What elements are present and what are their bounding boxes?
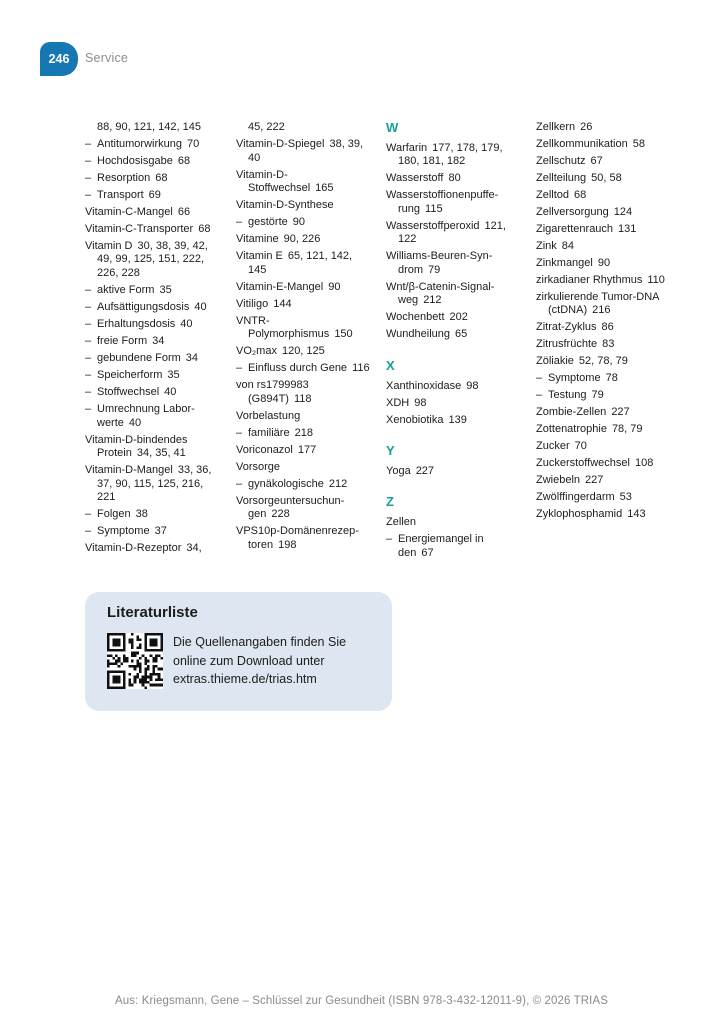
index-entry	[236, 427, 372, 441]
index-entry	[386, 465, 519, 479]
index-entry	[536, 223, 694, 237]
entry-term: Zellkommunikation	[536, 137, 628, 150]
entry-term: Zucker	[536, 440, 570, 453]
index-entry	[236, 250, 372, 277]
entry-term: Wasserstoffperoxid	[386, 219, 480, 232]
entry-pages: 90, 226	[283, 233, 321, 246]
entry-pages: 79	[428, 263, 441, 276]
entry-term: Zigarettenrauch	[536, 222, 614, 235]
index-entry	[536, 406, 694, 420]
entry-pages: 144	[273, 297, 292, 310]
index-entry	[386, 328, 519, 342]
entry-pages: 86	[601, 321, 614, 334]
index-entry	[85, 138, 218, 152]
index-entry	[536, 257, 694, 271]
literature-box-body	[107, 633, 376, 689]
entry-pages: 80	[448, 172, 461, 185]
index-entry	[536, 155, 694, 169]
entry-pages: 212	[423, 294, 442, 307]
subentry-dash: –	[236, 216, 243, 229]
index-entry	[236, 169, 372, 196]
entry-pages: 67	[421, 546, 434, 559]
entry-term: zirkadianer Rhythmus	[536, 273, 643, 286]
index-entry	[386, 311, 519, 325]
entry-term: Vitamin-D-Rezeptor	[85, 542, 182, 555]
subentry-dash: –	[85, 301, 92, 314]
entry-term: Vorbelastung	[236, 409, 301, 422]
index-entry	[536, 206, 694, 220]
entry-term: Zöliakie	[536, 355, 574, 368]
entry-term: Warfarin	[386, 141, 428, 154]
entry-term: Hochdosisgabe	[97, 154, 173, 167]
entry-pages: 78, 79	[611, 423, 643, 436]
entry-pages: 67	[590, 154, 603, 167]
entry-term: Zitrusfrüchte	[536, 338, 598, 351]
section-letter: Y	[386, 443, 395, 459]
entry-term: Zellen	[386, 515, 416, 528]
page-number-badge	[40, 42, 78, 76]
subentry-dash: –	[85, 137, 92, 150]
index-entry	[236, 478, 372, 492]
entry-term: Wnt/β-Catenin-Signal-weg	[386, 280, 495, 307]
index-entry	[536, 274, 694, 288]
entry-pages: 52, 78, 79	[578, 355, 628, 368]
index-entry	[236, 298, 372, 312]
entry-term: Zellkern	[536, 121, 576, 133]
index-entry	[85, 318, 218, 332]
entry-term: Vitamin E	[236, 250, 283, 263]
entry-pages: 227	[611, 406, 630, 419]
entry-term: VO₂max	[236, 345, 277, 358]
entry-pages: 35	[159, 284, 172, 297]
index-entry	[386, 250, 519, 277]
entry-pages: 116	[352, 362, 370, 375]
index-entry	[386, 533, 519, 560]
entry-pages: 34	[185, 352, 199, 364]
entry-pages: 218	[294, 426, 313, 439]
index-column-2	[236, 121, 372, 556]
section-label: Service	[85, 51, 129, 65]
index-entry	[236, 199, 372, 213]
entry-term: Umrechnung Labor-werte	[97, 402, 195, 429]
subentry-dash: –	[85, 318, 92, 331]
index-entry	[85, 206, 218, 220]
entry-pages: 33, 36, 37, 90, 115, 125, 216, 221	[97, 464, 212, 504]
subentry-dash: –	[85, 402, 92, 415]
index-entry	[536, 321, 694, 335]
entry-term: Zyklophosphamid	[536, 508, 623, 521]
entry-pages: 70	[574, 440, 587, 453]
index-entry	[236, 495, 372, 522]
entry-pages: 212	[328, 477, 348, 490]
entry-term: von rs1799983 (G894T)	[236, 379, 309, 405]
entry-term: familiäre	[248, 426, 290, 439]
index-entry	[386, 172, 519, 186]
entry-term: Vitamin-D-Spiegel	[236, 137, 325, 150]
entry-term: Antitumorwirkung	[97, 137, 182, 150]
entry-term: aktive Form	[97, 284, 155, 297]
index-entry	[236, 362, 372, 376]
index-entry	[236, 233, 372, 247]
entry-term: Zombie-Zellen	[536, 406, 607, 419]
index-entry	[85, 172, 218, 186]
entry-term: Speicherform	[97, 368, 163, 381]
entry-term: Vitiligo	[236, 297, 269, 310]
entry-term: Erhaltungsdosis	[97, 318, 176, 331]
index-entry	[536, 355, 694, 369]
subentry-dash: –	[85, 284, 92, 297]
entry-pages: 65, 121, 142, 145	[248, 250, 353, 276]
index-entry	[386, 189, 519, 216]
entry-pages: 139	[448, 413, 467, 426]
index-entry	[386, 397, 519, 411]
entry-term: VPS10p-Domänenrezep-toren	[236, 525, 359, 551]
literature-box-text	[173, 633, 346, 689]
entry-pages: 108	[634, 457, 654, 470]
index-entry	[536, 423, 694, 437]
index-entry	[236, 281, 372, 295]
index-entry	[85, 386, 218, 400]
subentry-dash: –	[85, 154, 92, 167]
index-column-3	[386, 121, 519, 564]
page-number: 246	[48, 52, 70, 66]
entry-term: freie Form	[97, 335, 148, 348]
index-entry	[386, 281, 519, 308]
index-entry	[536, 121, 694, 135]
subentry-dash: –	[85, 508, 92, 521]
entry-pages: 66	[177, 205, 191, 218]
entry-term: Zottenatrophie	[536, 423, 607, 436]
entry-pages: 78	[605, 372, 618, 385]
entry-term: Vorsorgeuntersuchun-gen	[236, 494, 345, 521]
entry-term: Folgen	[97, 508, 131, 521]
subentry-dash: –	[85, 188, 92, 201]
entry-pages: 177, 178, 179, 180, 181, 182	[398, 141, 503, 168]
entry-term: Wasserstoff	[386, 172, 444, 185]
entry-pages: 38	[135, 508, 148, 521]
index-entry	[85, 335, 218, 349]
entry-term: gestörte	[248, 216, 288, 229]
literature-text-line: extras.thieme.de/trias.htm	[173, 672, 317, 686]
entry-pages: 79	[591, 389, 604, 402]
entry-pages: 40	[180, 318, 193, 331]
entry-pages: 124	[613, 205, 633, 218]
index-entry	[236, 121, 372, 135]
index-entry	[236, 410, 372, 424]
entry-pages: 84	[561, 239, 575, 252]
index-entry	[85, 542, 218, 556]
entry-pages: 165	[315, 182, 334, 195]
entry-term: Xenobiotika	[386, 413, 444, 426]
entry-term: Energiemangel in den	[398, 532, 484, 559]
entry-pages: 68	[155, 171, 168, 184]
entry-term: Vitamin-C-Mangel	[85, 205, 173, 218]
entry-term: Vitamin D	[85, 239, 133, 252]
entry-pages: 26	[580, 121, 593, 133]
entry-term: Zinkmangel	[536, 256, 593, 269]
index-entry	[85, 240, 218, 281]
index-entry	[536, 457, 694, 471]
entry-term: Zwiebeln	[536, 474, 581, 487]
footer-citation: Aus: Kriegsmann, Gene – Schlüssel zur Gesundheit (ISBN 978-3-432-12011-9), © 2026 TRIAS	[115, 995, 608, 1007]
entry-pages: 40	[164, 385, 177, 398]
entry-term: XDH	[386, 396, 410, 409]
entry-term: Yoga	[386, 464, 411, 477]
index-entry	[536, 474, 694, 488]
entry-term: Vitamin-D-Synthese	[236, 199, 334, 212]
index-entry	[85, 121, 218, 135]
entry-term: VNTR-Polymorphismus	[236, 314, 330, 341]
index-column-4	[536, 121, 694, 525]
entry-term: Zellschutz	[536, 154, 586, 167]
index-entry	[236, 345, 372, 359]
entry-pages: 68	[177, 154, 191, 167]
index-entry	[386, 142, 519, 169]
entry-term: Einfluss durch Gene	[248, 362, 348, 375]
subentry-dash: –	[536, 372, 543, 385]
section-letter: Z	[386, 494, 394, 510]
entry-pages: 227	[415, 464, 435, 477]
entry-pages: 30, 38, 39, 42, 49, 99, 125, 151, 222, 226, 228	[97, 239, 208, 280]
entry-pages: 121, 122	[398, 219, 506, 246]
subentry-dash: –	[85, 171, 92, 184]
entry-pages: 118	[293, 392, 312, 405]
index-entry	[536, 389, 694, 403]
entry-pages: 202	[449, 311, 468, 324]
section-letter: W	[386, 120, 399, 135]
index-entry	[536, 172, 694, 186]
entry-pages: 83	[602, 338, 615, 351]
entry-term: zirkulierende Tumor-DNA (ctDNA)	[536, 290, 659, 317]
entry-term: Aufsättigungsdosis	[97, 301, 190, 314]
literature-box-title: Literaturliste	[107, 604, 198, 621]
entry-pages: 69	[148, 188, 161, 201]
entry-pages: 110	[647, 273, 665, 286]
entry-pages: 53	[619, 491, 632, 504]
subentry-dash: –	[85, 352, 92, 364]
index-entry	[236, 461, 372, 475]
subentry-dash: –	[85, 385, 92, 398]
entry-pages: 68	[574, 188, 587, 201]
literature-text-line: Die Quellenangaben finden Sie	[173, 635, 347, 649]
entry-term: gebundene Form	[97, 352, 181, 364]
entry-pages: 90	[292, 216, 305, 229]
entry-pages: 68	[198, 222, 211, 235]
index-entry	[85, 464, 218, 505]
subentry-dash: –	[85, 335, 92, 348]
subentry-dash: –	[85, 525, 92, 538]
entry-pages: 120, 125	[281, 345, 325, 358]
entry-term: Wochenbett	[386, 311, 445, 324]
entry-pages: 227	[585, 474, 604, 487]
section-letter: X	[386, 358, 395, 374]
index-entry	[85, 155, 218, 169]
index-entry	[536, 440, 694, 454]
entry-pages: 65	[455, 328, 468, 341]
index-entry	[236, 444, 372, 458]
subentry-dash: –	[536, 389, 543, 402]
entry-term: Zitrat-Zyklus	[536, 321, 597, 334]
index-entry	[386, 414, 519, 428]
index-entry	[85, 301, 218, 315]
entry-pages: 34,	[186, 542, 202, 555]
entry-term: Voriconazol	[236, 443, 293, 456]
entry-pages: 45, 222	[248, 121, 285, 133]
entry-pages: 131	[618, 222, 637, 235]
qr-code-icon	[107, 633, 163, 689]
index-entry	[85, 223, 218, 237]
index-entry	[85, 403, 218, 430]
entry-term: Zwölffingerdarm	[536, 491, 615, 504]
entry-pages: 150	[334, 328, 353, 341]
entry-term: Testung	[548, 389, 587, 402]
index-entry	[85, 369, 218, 383]
entry-pages: 90	[328, 280, 341, 293]
index-entry	[386, 516, 519, 530]
entry-term: Zelltod	[536, 188, 570, 201]
entry-term: Vitamin-E-Mangel	[236, 280, 324, 293]
subentry-dash: –	[85, 368, 92, 381]
entry-pages: 34	[152, 335, 165, 348]
subentry-dash: –	[386, 532, 393, 545]
entry-pages: 216	[592, 304, 611, 317]
entry-term: Stoffwechsel	[97, 385, 160, 398]
entry-term: Vitamine	[236, 233, 279, 246]
index-entry	[536, 189, 694, 203]
entry-term: Symptome	[548, 372, 601, 385]
index-entry	[85, 508, 218, 522]
index-entry	[536, 372, 694, 386]
entry-term: Symptome	[97, 525, 150, 538]
index-entry	[536, 508, 694, 522]
entry-pages: 177	[297, 443, 317, 456]
index-entry	[85, 434, 218, 461]
index-entry	[536, 138, 694, 152]
entry-term: Transport	[97, 188, 144, 201]
entry-pages: 228	[271, 508, 290, 521]
index-entry	[386, 380, 519, 394]
entry-term: Vitamin-C-Transporter	[85, 222, 194, 235]
index-entry	[85, 352, 218, 366]
index-entry	[85, 189, 218, 203]
entry-pages: 40	[194, 301, 207, 314]
entry-term: Resorption	[97, 171, 151, 184]
entry-pages: 70	[186, 137, 200, 150]
index-entry	[85, 284, 218, 298]
entry-term: Xanthinoxidase	[386, 379, 462, 392]
entry-term: Wundheilung	[386, 328, 451, 341]
index-entry	[536, 338, 694, 352]
entry-term: Zellteilung	[536, 171, 587, 184]
subentry-dash: –	[236, 362, 243, 375]
entry-pages: 40	[128, 416, 142, 429]
entry-term: Vitamin-D-bindendes Protein	[85, 433, 188, 460]
entry-pages: 50, 58	[591, 171, 622, 184]
entry-term: gynäkologische	[248, 477, 324, 490]
index-entry	[536, 291, 694, 318]
entry-term: Williams-Beuren-Syn-drom	[386, 250, 493, 276]
entry-pages: 35	[167, 368, 180, 381]
entry-term: Zellversorgung	[536, 205, 609, 218]
index-entry	[536, 240, 694, 254]
index-entry	[236, 379, 372, 406]
entry-term: Vitamin-D-Stoffwechsel	[236, 168, 311, 195]
entry-pages: 115	[425, 202, 443, 215]
index-entry	[386, 220, 519, 247]
index-entry	[236, 138, 372, 165]
index-entry	[236, 315, 372, 342]
subentry-dash: –	[236, 426, 243, 439]
entry-pages: 38, 39, 40	[248, 137, 364, 164]
index-entry	[236, 525, 372, 552]
index-entry	[536, 491, 694, 505]
entry-term: Wasserstoffionenpuffe-rung	[386, 189, 499, 215]
subentry-dash: –	[236, 477, 243, 490]
entry-pages: 88, 90, 121, 142, 145	[97, 121, 201, 133]
entry-pages: 98	[466, 379, 479, 392]
entry-pages: 90	[597, 256, 611, 269]
entry-term: Zink	[536, 239, 557, 252]
entry-pages: 37	[154, 525, 167, 538]
literature-box	[85, 592, 392, 711]
index-column-1	[85, 121, 218, 559]
entry-term: Vorsorge	[236, 460, 281, 473]
entry-term: Zuckerstoffwechsel	[536, 457, 630, 470]
entry-pages: 58	[632, 137, 645, 150]
index-entry	[236, 216, 372, 230]
entry-pages: 143	[627, 508, 646, 521]
entry-pages: 34, 35, 41	[136, 447, 186, 460]
entry-term: Vitamin-D-Mangel	[85, 464, 173, 477]
literature-text-line: online zum Download unter	[173, 653, 325, 668]
entry-pages: 198	[278, 538, 297, 551]
index-entry	[85, 525, 218, 539]
entry-pages: 98	[414, 396, 427, 409]
